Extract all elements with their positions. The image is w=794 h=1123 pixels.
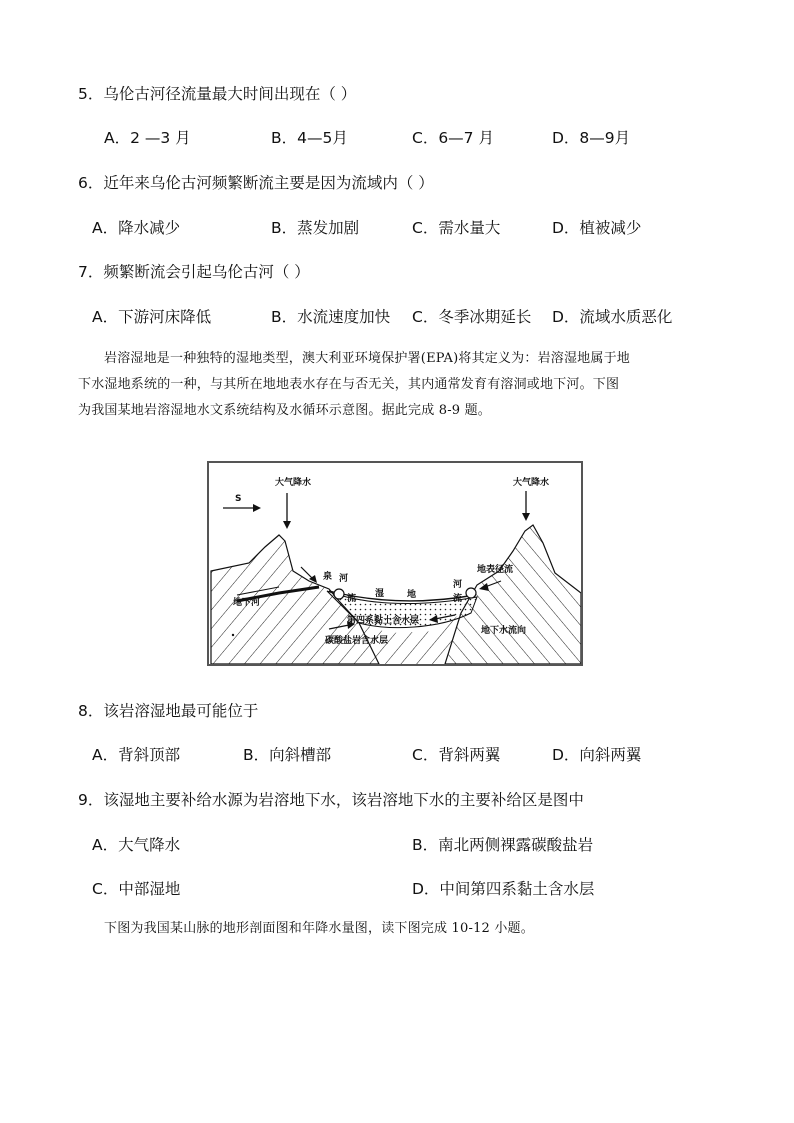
label-wetland-2: 地	[407, 590, 417, 600]
q6-option-a: A．降水减少	[92, 219, 181, 237]
q5-option-b: B．4—5月	[271, 129, 348, 147]
label-south: S	[235, 494, 242, 504]
intro-line-1: 岩溶湿地是一种独特的湿地类型，澳大利亚环境保护署(EPA)将其定义为：岩溶湿地属于地	[104, 351, 630, 366]
q8-option-b: B．向斜槽部	[243, 746, 332, 764]
karst-wetland-diagram	[207, 461, 583, 666]
q9-option-b: B．南北两侧裸露碳酸盐岩	[412, 836, 594, 854]
q8-option-c: C．背斜两翼	[412, 746, 501, 764]
intro-line-2: 下水湿地系统的一种，与其所在地地表水存在与否无关，其内通常发育有溶洞或地下河。下图	[78, 377, 620, 392]
q9-option-d: D．中间第四系黏土含水层	[412, 880, 595, 898]
intro-paragraph-10-12	[78, 916, 718, 942]
label-spring: 泉	[323, 572, 333, 582]
q5-option-a: A．2 —3 月	[104, 129, 191, 147]
label-river-right-2: 流	[453, 594, 463, 604]
question-6-stem: 6．近年来乌伦古河频繁断流主要是因为流域内（ ）	[78, 174, 434, 192]
label-quaternary: 第四系黏土含水层	[347, 616, 420, 626]
intro2-text: 下图为我国某山脉的地形剖面图和年降水量图，读下图完成 10-12 小题。	[104, 921, 534, 936]
question-9-stem: 9．该湿地主要补给水源为岩溶地下水，该岩溶地下水的主要补给区是图中	[78, 791, 584, 809]
right-rock-mass	[445, 525, 581, 664]
q6-option-b: B．蒸发加剧	[271, 219, 360, 237]
q7-option-c: C．冬季冰期延长	[412, 308, 532, 326]
intro-line-3: 为我国某地岩溶湿地水文系统结构及水循环示意图。据此完成 8-9 题。	[78, 403, 491, 418]
question-5-stem: 5．乌伦古河径流量最大时间出现在（ ）	[78, 85, 357, 103]
label-carbonate: 碳酸盐岩含水层	[325, 636, 389, 646]
q7-option-d: D．流域水质恶化	[552, 308, 673, 326]
label-surface-runoff: 地表径流	[477, 565, 514, 575]
label-precip-right: 大气降水	[513, 478, 550, 488]
intro-paragraph-8-9	[78, 346, 718, 424]
question-7-stem: 7．频繁断流会引起乌伦古河（ ）	[78, 263, 310, 281]
q9-option-c: C．中部湿地	[92, 880, 181, 898]
q9-option-a: A．大气降水	[92, 836, 181, 854]
q6-option-c: C．需水量大	[412, 219, 501, 237]
karst-wetland-svg	[209, 463, 581, 664]
q8-option-a: A．背斜顶部	[92, 746, 181, 764]
q6-option-d: D．植被减少	[552, 219, 642, 237]
label-underground-river: 地下河	[233, 598, 261, 608]
question-8-stem: 8．该岩溶湿地最可能位于	[78, 702, 259, 720]
label-groundwater-flow: 地下水流向	[481, 626, 527, 636]
q5-option-c: C．6—7 月	[412, 129, 494, 147]
q7-option-b: B．水流速度加快	[271, 308, 391, 326]
label-river-left-1: 河	[339, 574, 349, 584]
q7-option-a: A．下游河床降低	[92, 308, 212, 326]
label-river-left-2: 流	[347, 594, 357, 604]
q8-option-d: D．向斜两翼	[552, 746, 642, 764]
label-river-right-1: 河	[453, 580, 463, 590]
q5-option-d: D．8—9月	[552, 129, 631, 147]
label-wetland-1: 湿	[375, 589, 385, 599]
label-precip-left: 大气降水	[275, 478, 312, 488]
